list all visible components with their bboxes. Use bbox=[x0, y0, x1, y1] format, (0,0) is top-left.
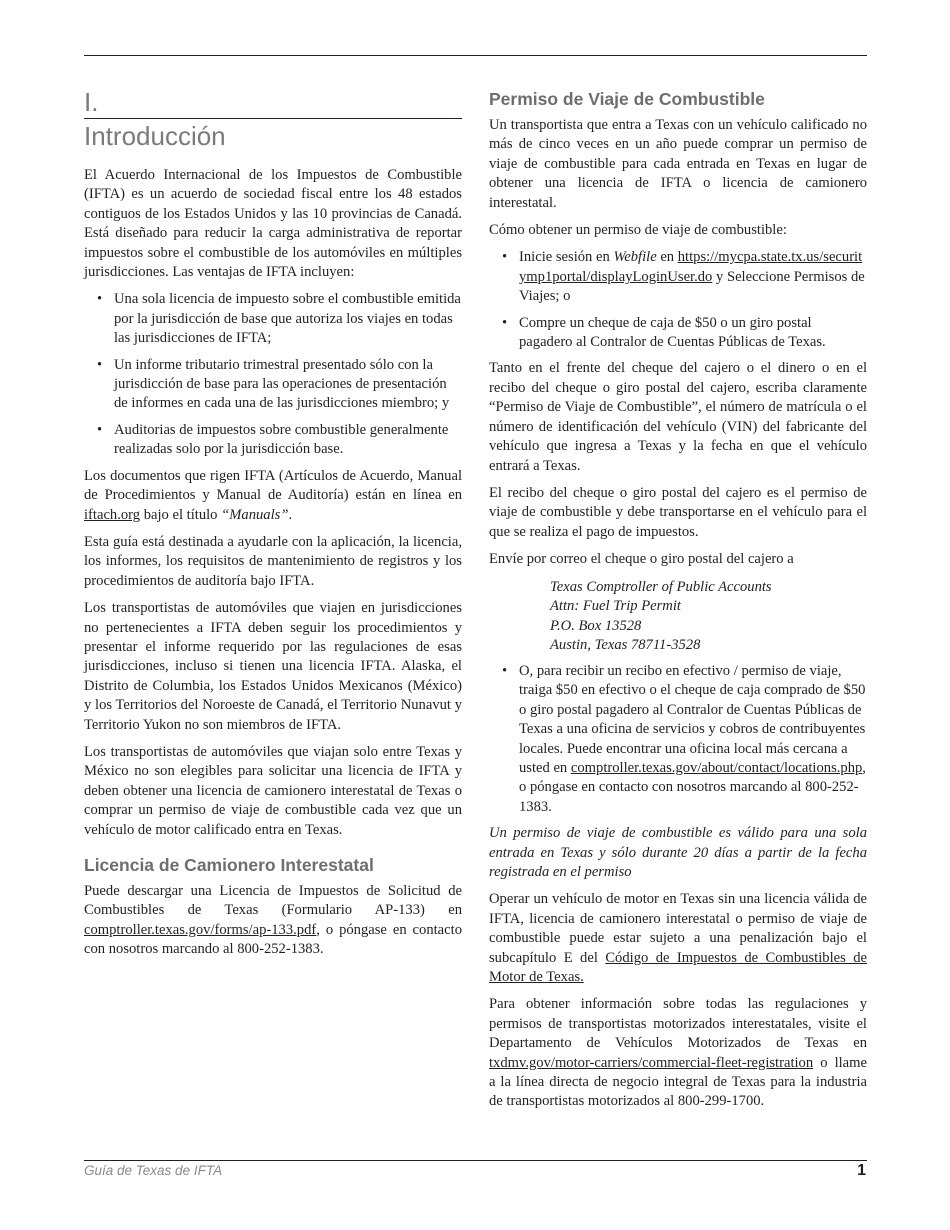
info-paragraph bbox=[489, 995, 867, 1111]
mail-paragraph: Envíe por correo el cheque o giro postal del cajero a bbox=[489, 551, 794, 568]
address-line: Austin, Texas 78711-3528 bbox=[550, 637, 701, 654]
right-column bbox=[489, 88, 867, 1120]
top-rule bbox=[84, 55, 867, 56]
section-rule bbox=[84, 118, 462, 119]
documents-paragraph bbox=[84, 467, 462, 525]
list-item bbox=[489, 662, 867, 817]
receipt-paragraph: El recibo del cheque o giro postal del cajero es el permiso de viaje de combustible y debe transportarse en el vehículo para el que se realiza el pago de impuestos. bbox=[489, 484, 867, 540]
text: Operar un vehículo de motor en Texas sin una licencia válida de IFTA, licencia de camionero interestatal o permiso de viaje de combustible puede estar sujeto a una penalización bajo el subcapítulo E del bbox=[489, 891, 867, 966]
list-item: • Una sola licencia de impuesto sobre el combustible emitida por la jurisdicción de base que autoriza los viajes en todas las jurisdicciones de IFTA; bbox=[84, 290, 462, 348]
left-column bbox=[84, 166, 462, 968]
permit-paragraph: Un transportista que entra a Texas con un vehículo calificado no más de cinco veces en un año puede comprar un permiso de viaje de combustible para cada entrada en Texas en lugar de obtener una licencia de IFTA o licencia de camionero interestatal. bbox=[489, 117, 867, 211]
fuel-permit-heading: Permiso de Viaje de Combustible bbox=[489, 89, 765, 109]
ifta-advantages-list bbox=[84, 290, 462, 459]
list-item: • Un informe tributario trimestral presentado sólo con la jurisdicción de base para las operaciones de presentación de informes en cada una de las jurisdicciones miembro; y bbox=[84, 356, 462, 414]
txdmv-link[interactable]: txdmv.gov/motor-carriers/commercial-fleet-registration bbox=[489, 1054, 814, 1071]
cash-option-list bbox=[489, 662, 867, 817]
text: O, para recibir un recibo en efectivo / permiso de viaje, traiga $50 en efectivo o el cheque de caja comprado de $50 o giro postal pagadero al Contralor de Cuentas Públicas de Texas a una oficina de servicios y cobros de contribuyentes locales. Puede encontrar una oficina local más cercana a usted en bbox=[519, 662, 866, 776]
footer-rule bbox=[84, 1160, 867, 1161]
interstate-paragraph bbox=[84, 882, 462, 960]
guide-paragraph: Esta guía está destinada a ayudarle con la aplicación, la licencia, los informes, los requisitos de mantenimiento de registros y los procedimientos de auditoría bajo IFTA. bbox=[84, 533, 462, 589]
text: Para obtener información sobre todas las regulaciones y permisos de transportistas motorizados interestatales, visite el Departamento de Vehículos Motorizados de Texas en bbox=[489, 996, 867, 1052]
webfile-term: Webfile bbox=[613, 249, 657, 266]
text: en bbox=[656, 249, 678, 266]
page-number: 1 bbox=[857, 1162, 866, 1179]
section-title: Introducción bbox=[84, 121, 226, 151]
list-item: • Auditorias de impuestos sobre combustible generalmente realizadas solo por la jurisdicción base. bbox=[84, 421, 462, 460]
address-line: P.O. Box 13528 bbox=[550, 617, 642, 634]
list-item bbox=[489, 248, 867, 306]
nonmember-paragraph: Los transportistas de automóviles que viajen en jurisdicciones no pertenecientes a IFTA deben seguir los procedimientos y presentar el informe requerido por las regulaciones de esas jurisdicciones, incluso si tienen una licencia IFTA. Alaska, el Distrito de Columbia, los Estados Unidos Mexicanos (México) y los Territorios del Noroeste de Canadá, el Territorio Nunavut y Territorio Yukon no son miembros de IFTA. bbox=[84, 600, 462, 733]
list-item: • Compre un cheque de caja de $50 o un giro postal pagadero al Contralor de Cuentas Públicas de Texas. bbox=[489, 314, 867, 353]
manuals-title: “Manuals” bbox=[221, 506, 289, 523]
text: . bbox=[288, 506, 293, 523]
intro-paragraph: El Acuerdo Internacional de los Impuestos de Combustible (IFTA) es un acuerdo de sociedad fiscal entre los 48 estados contiguos de los Estados Unidos y las 10 provincias de Canadá. Está diseñado para reducir la carga administrativa de reportar impuestos sobre el combustible de los automóviles en múltiples jurisdicciones. Las ventajas de IFTA incluyen: bbox=[84, 167, 462, 281]
validity-note: Un permiso de viaje de combustible es válido para una sola entrada en Texas y sólo durante 20 días a partir de la fecha registrada en el permiso bbox=[489, 825, 867, 880]
how-paragraph: Cómo obtener un permiso de viaje de combustible: bbox=[489, 222, 787, 239]
text: , o póngase en contacto con nosotros marcando al 800-252-1383. bbox=[84, 921, 462, 958]
locations-link[interactable]: comptroller.texas.gov/about/contact/locations.php bbox=[570, 759, 863, 776]
ap133-form-link[interactable]: comptroller.texas.gov/forms/ap-133.pdf bbox=[84, 921, 317, 938]
mexico-paragraph: Los transportistas de automóviles que viajan solo entre Texas y México no son elegibles para solicitar una licencia de IFTA y deben obtener una licencia de camionero interestatal de Texas o comprar un permiso de viaje de combustible cada vez que un vehículo de motor calificado entra en Texas. bbox=[84, 743, 462, 838]
mailing-address bbox=[550, 578, 867, 656]
interstate-heading: Licencia de Camionero Interestatal bbox=[84, 855, 374, 875]
text: bajo el título bbox=[140, 506, 222, 523]
address-line: Texas Comptroller of Public Accounts bbox=[550, 578, 772, 595]
text: Inicie sesión en bbox=[519, 249, 614, 266]
address-line: Attn: Fuel Trip Permit bbox=[550, 598, 681, 615]
iftach-link[interactable]: iftach.org bbox=[84, 506, 141, 523]
section-number: I. bbox=[84, 87, 99, 117]
text: , o póngase en contacto con nosotros marcando al 800-252-1383. bbox=[519, 759, 866, 815]
motor-fuel-code-link[interactable]: Código de Impuestos de Combustibles de Motor de Texas. bbox=[489, 949, 867, 985]
footer-title: Guía de Texas de IFTA bbox=[84, 1163, 223, 1178]
text: Los documentos que rigen IFTA (Artículos de Acuerdo, Manual de Procedimientos y Manual de Auditoría) están en línea en bbox=[84, 467, 462, 504]
check-front-paragraph: Tanto en el frente del cheque del cajero o el dinero o en el recibo del cheque o giro postal del cajero, escriba claramente “Permiso de Viaje de Combustible”, el número de matrícula o el número de identificación del vehículo (VIN) del fabricante del vehículo que ingresa a Texas y la fecha en que el vehículo entrará a Texas. bbox=[489, 360, 867, 474]
text: Puede descargar una Licencia de Impuestos de Solicitud de Combustibles de Texas (Formulario AP-133) en bbox=[84, 883, 462, 919]
text: y Seleccione Permisos de Viajes; o bbox=[519, 268, 865, 305]
text: o llame a la línea directa de negocio integral de Texas para la industria de transportistas motorizados al 800-299-1700. bbox=[489, 1054, 867, 1110]
webfile-link[interactable]: https://mycpa.state.tx.us/securitymp1portal/displayLoginUser.do bbox=[519, 249, 863, 285]
penalty-paragraph bbox=[489, 890, 867, 987]
how-to-list bbox=[489, 248, 867, 352]
